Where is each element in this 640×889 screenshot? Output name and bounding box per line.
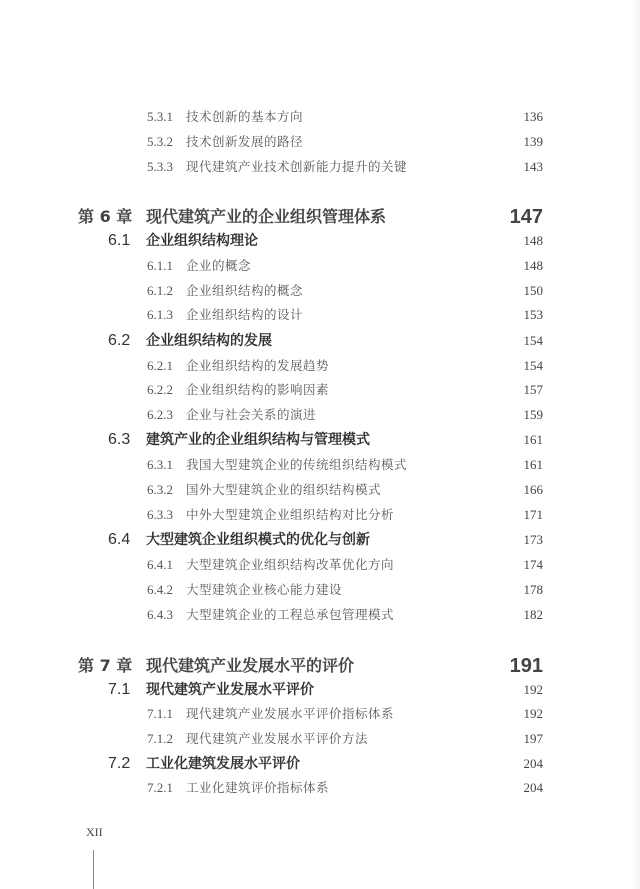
subsection-number: 6.4.2 [147,582,173,597]
subsection-number: 6.4.3 [147,607,173,622]
section-title: 大型建筑企业组织模式的优化与创新 [146,532,370,548]
subsection-number: 6.2.3 [147,407,173,422]
folio-rule-line [93,850,94,889]
page-number: 192 [523,682,543,697]
section-title: 工业化建筑发展水平评价 [146,756,300,772]
toc-section-7-2[interactable] [0,752,640,776]
section-number: 6.2 [108,332,131,349]
subsection-title: 大型建筑企业的工程总承包管理模式 [186,607,395,622]
page-number: 161 [523,457,543,472]
subsection-title: 大型建筑企业组织结构改革优化方向 [186,557,395,572]
subsection-number: 6.3.2 [147,482,173,497]
toc-section-6-2[interactable] [0,329,640,353]
page-number: 174 [523,557,543,572]
section-title: 建筑产业的企业组织结构与管理模式 [146,432,370,448]
subsection-title: 现代建筑产业发展水平评价方法 [186,731,369,746]
chapter-page-number: 147 [509,206,543,228]
toc-subsection-5-3-2[interactable] [0,130,640,154]
chapter-number: 第 7 章 [78,656,133,675]
subsection-title: 企业的概念 [186,258,252,273]
subsection-number: 7.1.1 [147,706,173,721]
section-title: 现代建筑产业发展水平评价 [146,682,314,698]
subsection-title: 企业组织结构的发展趋势 [186,358,330,373]
toc-subsection-7-1-1[interactable] [0,702,640,726]
toc-subsection-6-1-1[interactable] [0,254,640,278]
subsection-number: 6.4.1 [147,557,173,572]
section-number: 7.2 [108,755,131,772]
toc-subsection-6-4-3[interactable] [0,603,640,627]
subsection-number: 6.1.3 [147,307,173,322]
page-number: 148 [523,258,543,273]
toc-chapter-6[interactable] [0,203,640,231]
page-number: 192 [523,706,543,721]
page-number: 143 [523,159,543,174]
toc-subsection-6-2-2[interactable] [0,378,640,402]
page-number: 166 [523,482,543,497]
subsection-number: 6.2.2 [147,382,173,397]
toc-subsection-6-2-1[interactable] [0,354,640,378]
page-number: 197 [523,731,543,746]
section-number: 6.3 [108,431,131,448]
toc-subsection-6-3-1[interactable] [0,453,640,477]
subsection-title: 现代建筑产业技术创新能力提升的关键 [186,159,408,174]
toc-subsection-7-1-2[interactable] [0,727,640,751]
subsection-title: 中外大型建筑企业组织结构对比分析 [186,507,395,522]
section-title: 企业组织结构的发展 [146,333,272,349]
toc-subsection-6-2-3[interactable] [0,403,640,427]
subsection-title: 企业组织结构的概念 [186,283,304,298]
page-number: 204 [523,780,543,795]
chapter-number: 第 6 章 [78,207,133,226]
folio-page-number: XII [86,825,103,839]
subsection-title: 技术创新发展的路径 [186,134,304,149]
toc-section-7-1[interactable] [0,678,640,702]
toc-subsection-5-3-3[interactable] [0,155,640,179]
subsection-title: 企业与社会关系的演进 [186,407,317,422]
subsection-title: 大型建筑企业核心能力建设 [186,582,343,597]
subsection-title: 企业组织结构的设计 [186,307,304,322]
toc-subsection-6-1-3[interactable] [0,303,640,327]
chapter-page-number: 191 [509,655,543,677]
page-number: 150 [523,283,543,298]
subsection-number: 5.3.1 [147,109,173,124]
page-number: 139 [523,134,543,149]
subsection-number: 6.1.1 [147,258,173,273]
page-number: 182 [523,607,543,622]
toc-section-6-4[interactable] [0,528,640,552]
section-title: 企业组织结构理论 [146,233,258,249]
subsection-number: 6.2.1 [147,358,173,373]
page-number: 178 [523,582,543,597]
subsection-title: 企业组织结构的影响因素 [186,382,330,397]
toc-subsection-6-3-2[interactable] [0,478,640,502]
page-number: 148 [523,233,543,248]
subsection-number: 7.2.1 [147,780,173,795]
section-number: 6.4 [108,531,131,548]
page-number: 136 [523,109,543,124]
subsection-title: 我国大型建筑企业的传统组织结构模式 [186,457,408,472]
toc-section-6-3[interactable] [0,428,640,452]
toc-section-6-1[interactable] [0,229,640,253]
page-number: 154 [523,358,543,373]
toc-subsection-6-1-2[interactable] [0,279,640,303]
page-number: 154 [523,333,543,348]
page-number: 159 [523,407,543,422]
subsection-number: 6.1.2 [147,283,173,298]
chapter-title: 现代建筑产业发展水平的评价 [146,656,355,675]
subsection-title: 技术创新的基本方向 [186,109,304,124]
section-number: 7.1 [108,681,131,698]
page-number: 153 [523,307,543,322]
subsection-number: 5.3.3 [147,159,173,174]
subsection-title: 现代建筑产业发展水平评价指标体系 [186,706,395,721]
toc-subsection-6-4-2[interactable] [0,578,640,602]
page-number: 173 [523,532,543,547]
toc-subsection-7-2-1[interactable] [0,776,640,800]
page-number: 171 [523,507,543,522]
toc-subsection-6-3-3[interactable] [0,503,640,527]
subsection-number: 7.1.2 [147,731,173,746]
page-number: 161 [523,432,543,447]
subsection-number: 6.3.3 [147,507,173,522]
toc-chapter-7[interactable] [0,652,640,680]
subsection-title: 国外大型建筑企业的组织结构模式 [186,482,382,497]
page-number: 204 [523,756,543,771]
toc-subsection-5-3-1[interactable] [0,105,640,129]
page-number: 157 [523,382,543,397]
toc-subsection-6-4-1[interactable] [0,553,640,577]
subsection-title: 工业化建筑评价指标体系 [186,780,330,795]
subsection-number: 6.3.1 [147,457,173,472]
subsection-number: 5.3.2 [147,134,173,149]
chapter-title: 现代建筑产业的企业组织管理体系 [146,207,387,226]
section-number: 6.1 [108,232,131,249]
